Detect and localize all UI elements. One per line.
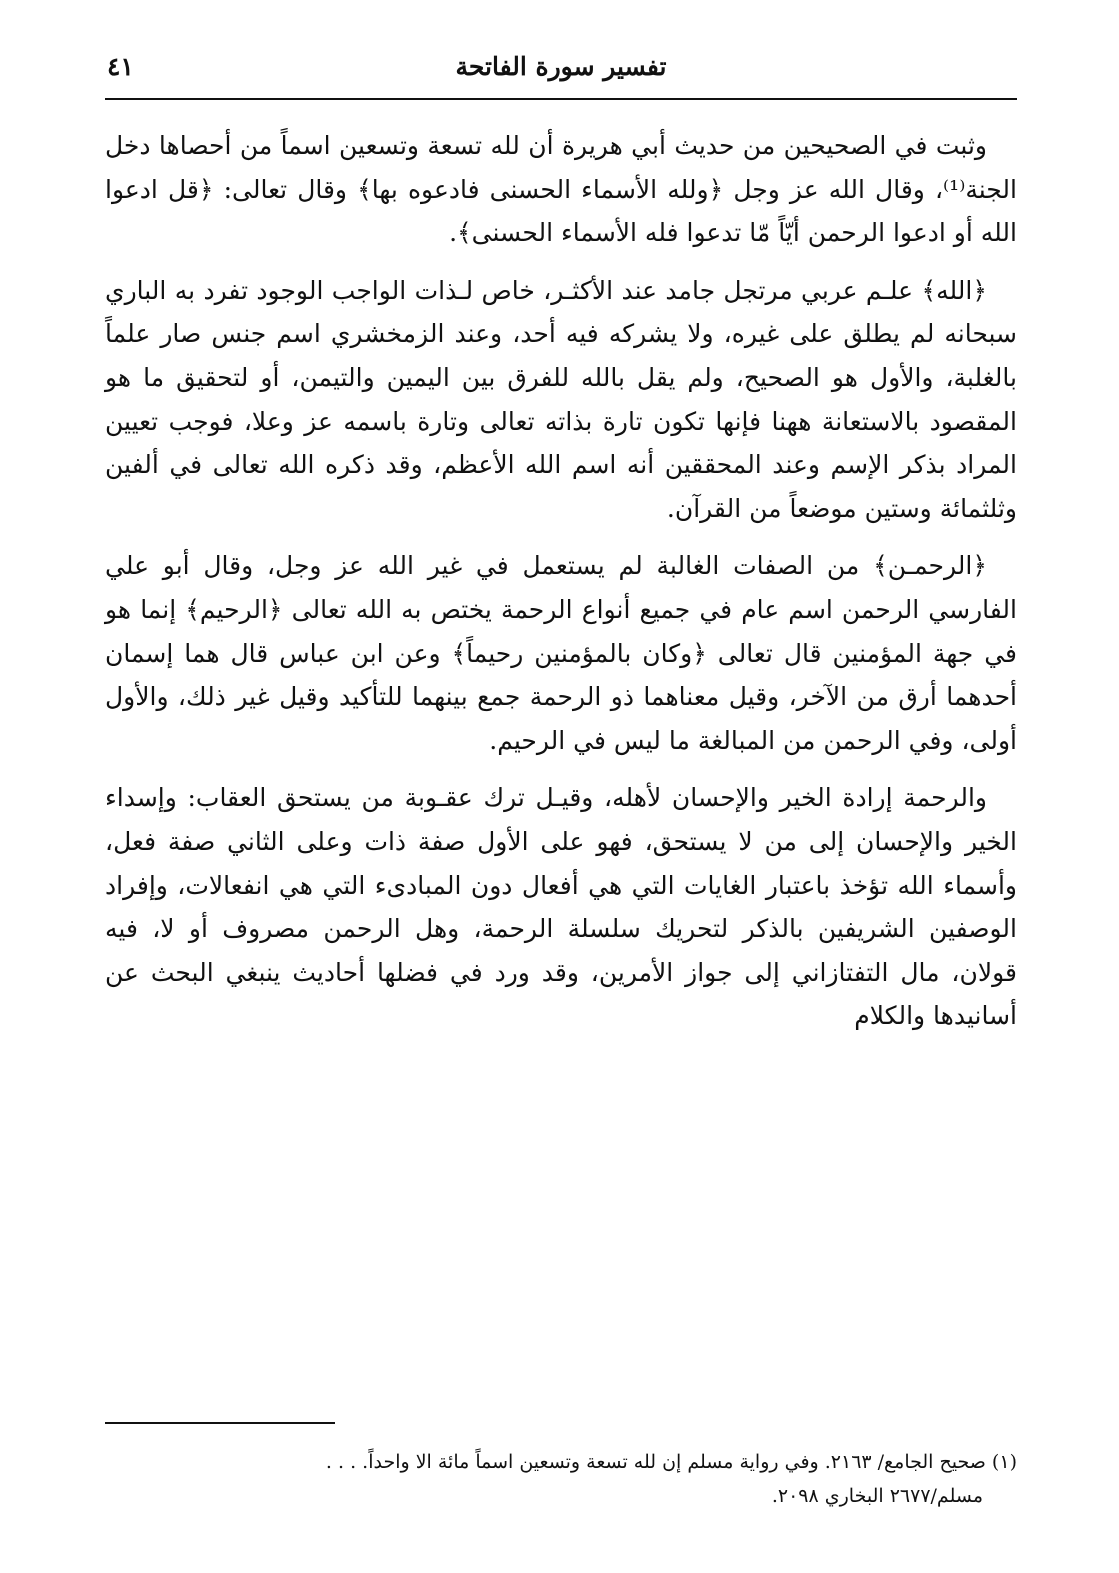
footnote-continuation: مسلم/٢٦٧٧ البخاري ٢٠٩٨. — [771, 1485, 983, 1507]
footnote-rule — [105, 1422, 335, 1424]
page-header — [105, 40, 1017, 96]
paragraph: ﴿الله﴾ علـم عربي مرتجل جامد عند الأكثـر، خاص لـذات الواجب الوجود تفرد به الباري سبحانه لم يطلق على غيره، ولا يشركه فيه أحد، وعند الزمخشري اسم جنس صار علماً بالغلبة، والأول هو الصحيح، ولم يقل بالله للفرق بين اليمين والتيمن، أو لتحقيق ما هو المقصود بالاستعانة ههنا فإنها تكون تارة بذاته تعالى وتارة باسمه عز وعلا، فوجب تعيين المراد بذكر الإسم وعند المحققين أنه اسم الله الأعظم، وقد ذكره الله تعالى في ألفين وثلثمائة وستين موضعاً من القرآن. — [105, 275, 1017, 523]
paragraph: وثبت في الصحيحين من حديث أبي هريرة أن لله تسعة وتسعين اسماً من أحصاها دخل الجنة⁽¹⁾، وقال الله عز وجل ﴿ولله الأسماء الحسنى فادعوه بها﴾ وقال تعالى: ﴿قل ادعوا الله أو ادعوا الرحمن أيّاً مّا تدعوا فله الأسماء الحسنى﴾. — [105, 131, 1017, 248]
page-number: ٤١ — [107, 52, 134, 81]
header-rule — [105, 98, 1017, 100]
paragraph: ﴿الرحمـن﴾ من الصفات الغالبة لم يستعمل في غير الله عز وجل، وقال أبو علي الفارسي الرحمن اسم عام في جميع أنواع الرحمة يختص به الله تعالى ﴿الرحيم﴾ إنما هو في جهة المؤمنين قال تعالى ﴿وكان بالمؤمنين رحيماً﴾ وعن ابن عباس قال هما إسمان أحدهما أرق من الآخر، وقيل معناهما ذو الرحمة جمع بينهما للتأكيد وقيل غير ذلك، والأول أولى، وفي الرحمن من المبالغة ما ليس في الرحيم. — [105, 551, 1017, 755]
running-title: تفسير سورة الفاتحة — [455, 52, 667, 81]
book-page — [105, 40, 1017, 1540]
footnote: (١) صحيح الجامع/ ٢١٦٣. وفي رواية مسلم إن لله تسعة وتسعين اسماً مائة الا واحداً. . . . — [325, 1451, 1017, 1473]
paragraph: والرحمة إرادة الخير والإحسان لأهله، وقيـل ترك عقـوبة من يستحق العقاب: وإسداء الخير والإحسان إلى من لا يستحق، فهو على الأول صفة ذات وعلى الثاني صفة فعل، وأسماء الله تؤخذ باعتبار الغايات التي هي أفعال دون المبادىء التي هي انفعالات، وإفراد الوصفين الشريفين بالذكر لتحريك سلسلة الرحمة، وهل الرحمن مصروف أو لا، فيه قولان، مال التفتازاني إلى جواز الأمرين، وقد ورد في فضلها أحاديث ينبغي البحث عن أسانيدها والكلام — [105, 783, 1017, 1031]
footnotes — [105, 1445, 1017, 1513]
body-text — [105, 124, 1017, 1052]
